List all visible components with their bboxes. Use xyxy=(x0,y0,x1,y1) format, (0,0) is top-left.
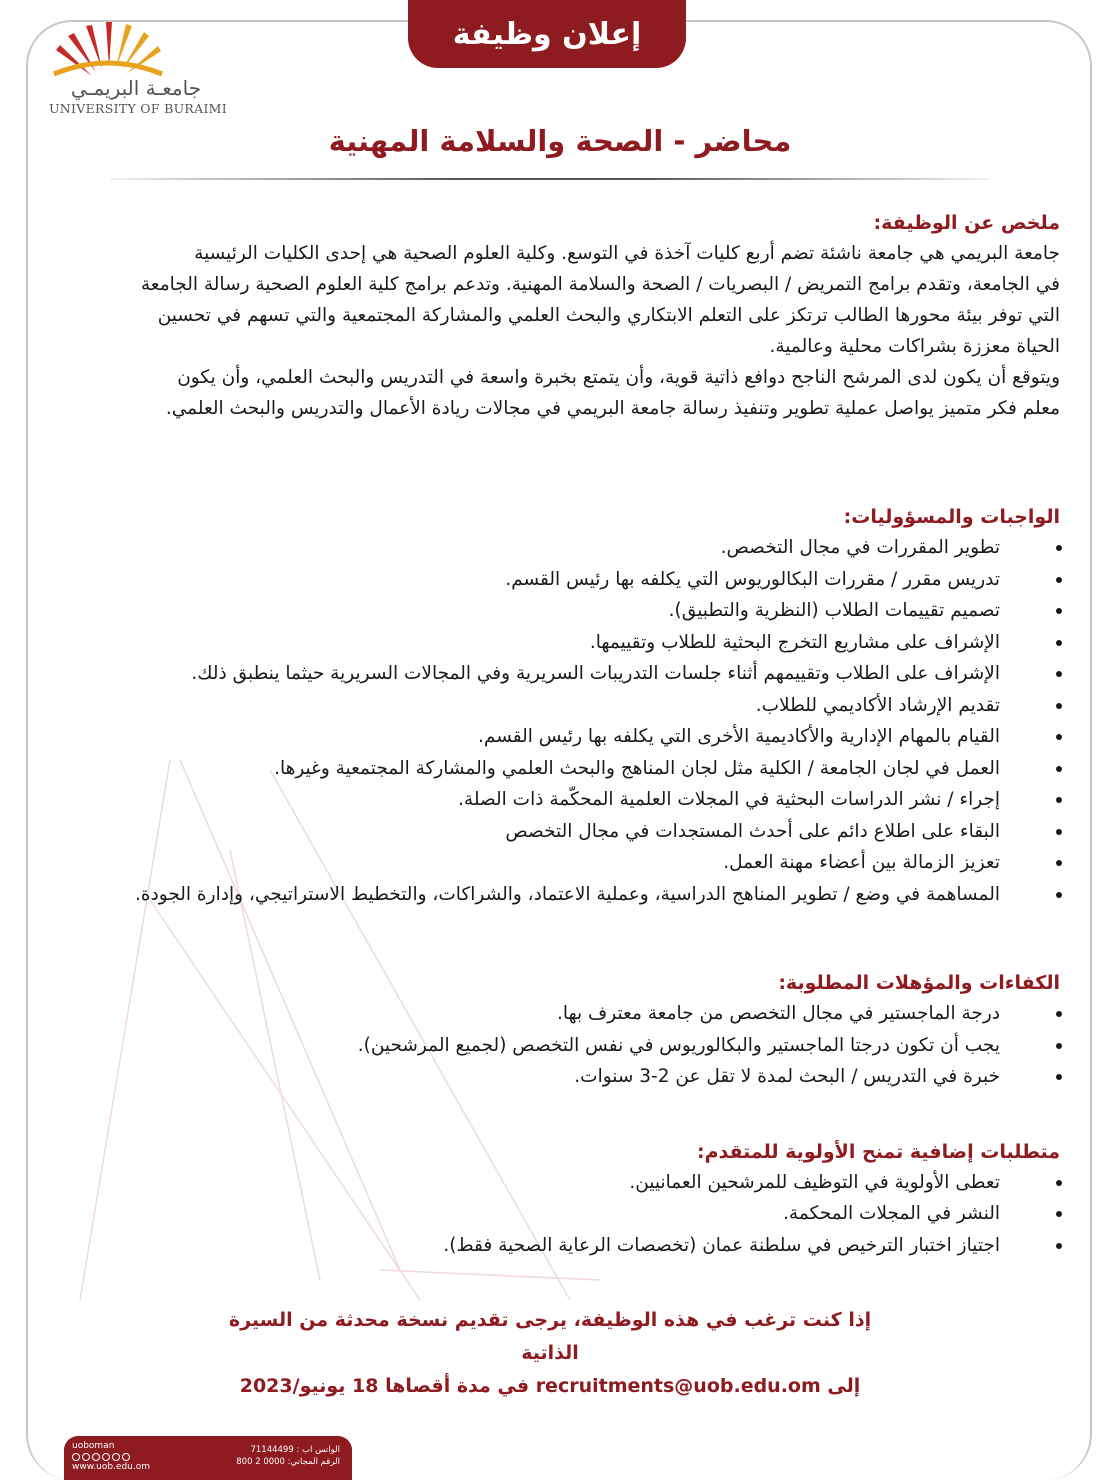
snapchat-icon[interactable] xyxy=(122,1453,130,1461)
qualifications-list xyxy=(60,998,1060,1093)
list-item: يجب أن تكون درجتا الماجستير والبكالوريوس في نفس التخصص (لجميع المرشحين). xyxy=(60,1030,1000,1062)
university-name-english: UNIVERSITY OF BURAIMI xyxy=(48,101,228,116)
whatsapp-number: الواتس اب : 71144499 xyxy=(250,1445,340,1455)
job-content xyxy=(60,208,1060,1261)
list-item: تدريس مقرر / مقررات البكالوريوس التي يكلفه بها رئيس القسم. xyxy=(60,564,1000,596)
qualifications-heading: الكفاءات والمؤهلات المطلوبة: xyxy=(778,972,1060,994)
duties-list xyxy=(60,532,1060,910)
summary-line: جامعة البريمي هي جامعة ناشئة تضم أربع كليات آخذة في التوسع. وكلية العلوم الصحية هي إحدى الكليات الرئيسية xyxy=(194,243,1060,264)
list-item: تصميم تقييمات الطلاب (النظرية والتطبيق). xyxy=(60,595,1000,627)
facebook-icon[interactable] xyxy=(72,1453,80,1461)
website-link[interactable]: www.uob.edu.om xyxy=(72,1462,150,1472)
linkedin-icon[interactable] xyxy=(112,1453,120,1461)
list-item: النشر في المجلات المحكمة. xyxy=(60,1198,1000,1230)
twitter-icon[interactable] xyxy=(82,1453,90,1461)
title-divider xyxy=(110,178,990,180)
summary-line: ويتوقع أن يكون لدى المرشح الناجح دوافع ذاتية قوية، وأن يتمتع بخبرة واسعة في التدريس والبحث العلمي، وأن يكون xyxy=(177,367,1060,388)
summary-line: التي توفر بيئة محورها الطالب ترتكز على التعلم الابتكاري والبحث العلمي والمشاركة المجتمعية والتي تسهم في تحسين xyxy=(157,305,1060,326)
list-item: البقاء على اطلاع دائم على أحدث المستجدات في مجال التخصص xyxy=(60,816,1000,848)
application-instructions xyxy=(200,1304,900,1403)
tollfree-number: الرقم المجاني: 0000 2 800 xyxy=(236,1457,340,1467)
list-item: تقديم الإرشاد الأكاديمي للطلاب. xyxy=(60,690,1000,722)
cta-line[interactable]: إلى recruitments@uob.edu.om في مدة أقصاها 18 يونيو/2023 xyxy=(239,1375,861,1397)
page-title: محاضر - الصحة والسلامة المهنية xyxy=(328,124,792,158)
cta-line: إذا كنت ترغب في هذه الوظيفة، يرجى تقديم نسخة محدثة من السيرة الذاتية xyxy=(228,1309,872,1364)
summary-line: معلم فكر متميز يواصل عملية تطوير وتنفيذ رسالة جامعة البريمي في مجالات ريادة الأعمال والتدريس والبحث العلمي. xyxy=(165,398,1060,419)
list-item: تعطى الأولوية في التوظيف للمرشحين العمانيين. xyxy=(60,1167,1000,1199)
list-item: درجة الماجستير في مجال التخصص من جامعة معترف بها. xyxy=(60,998,1000,1030)
university-name-arabic: جامعـة البريمـي xyxy=(70,76,202,100)
list-item: المساهمة في وضع / تطوير المناهج الدراسية، وعملية الاعتماد، والشراكات، والتخطيط الاستراتيجي، وإدارة الجودة. xyxy=(60,879,1000,911)
summary-line: في الجامعة، وتقدم برامج التمريض / البصريات / الصحة والسلامة المهنية. وتدعم برامج كلية العلوم الصحية رسالة الجامعة xyxy=(140,274,1060,295)
list-item: تعزيز الزمالة بين أعضاء مهنة العمل. xyxy=(60,847,1000,879)
list-item: الإشراف على مشاريع التخرج البحثية للطلاب وتقييمها. xyxy=(60,627,1000,659)
social-block xyxy=(72,1441,150,1473)
youtube-icon[interactable] xyxy=(102,1453,110,1461)
list-item: تطوير المقررات في مجال التخصص. xyxy=(60,532,1000,564)
summary-heading: ملخص عن الوظيفة: xyxy=(873,212,1060,234)
social-icons xyxy=(72,1453,150,1461)
duties-heading: الواجبات والمسؤوليات: xyxy=(843,506,1060,528)
phone-block xyxy=(236,1444,340,1468)
list-item: خبرة في التدريس / البحث لمدة لا تقل عن 2-3 سنوات. xyxy=(60,1061,1000,1093)
summary-text xyxy=(60,238,1060,424)
list-item: الإشراف على الطلاب وتقييمهم أثناء جلسات التدريبات السريرية وفي المجالات السريرية حيثما ينطبق ذلك. xyxy=(60,658,1000,690)
list-item: القيام بالمهام الإدارية والأكاديمية الأخرى التي يكلفه بها رئيس القسم. xyxy=(60,721,1000,753)
priority-list xyxy=(60,1167,1060,1262)
list-item: اجتياز اختبار الترخيص في سلطنة عمان (تخصصات الرعاية الصحية فقط). xyxy=(60,1230,1000,1262)
summary-line: الحياة معززة بشراكات محلية وعالمية. xyxy=(769,336,1060,357)
job-announcement-banner: إعلان وظيفة xyxy=(408,0,686,68)
contact-footer xyxy=(64,1436,352,1480)
instagram-icon[interactable] xyxy=(92,1453,100,1461)
list-item: إجراء / نشر الدراسات البحثية في المجلات العلمية المحكّمة ذات الصلة. xyxy=(60,784,1000,816)
social-handle: uoboman xyxy=(72,1441,115,1451)
list-item: العمل في لجان الجامعة / الكلية مثل لجان المناهج والبحث العلمي والمشاركة المجتمعية وغيرها. xyxy=(60,753,1000,785)
priority-heading: متطلبات إضافية تمنح الأولوية للمتقدم: xyxy=(696,1140,1060,1163)
